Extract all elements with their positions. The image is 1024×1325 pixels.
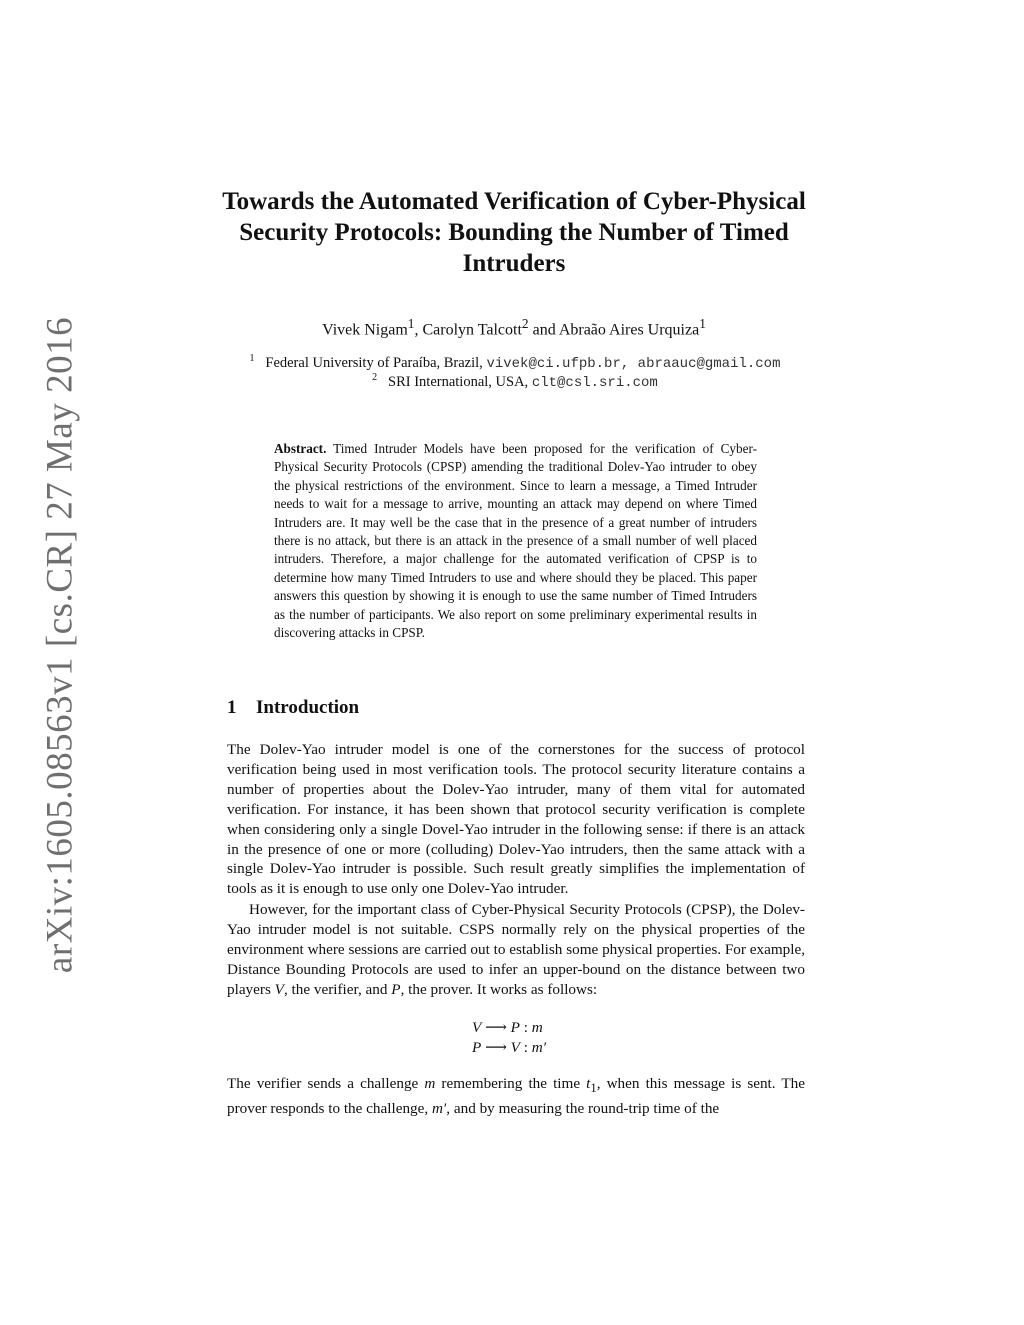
author-separator: and [528,321,559,339]
math-variable: V [274,980,284,998]
intro-paragraph-1: The Dolev-Yao intruder model is one of the cornerstones for the success of protocol verification being used in most verification tools. The protocol security literature contains a number of properties about the Dolev-Yao intruder, many of them vital for automated verification. For instance, it has been shown that protocol security verification is complete when considering only a single Dovel-Yao intruder in the following sense: if there is an attack in the presence of one or more (colluding) Dolev-Yao intruders, then the same attack with a single Dolev-Yao intruder is possible. Such result greatly simplifies the implementation of tools as it is enough to use only one Dolev-Yao intruder. [227,741,805,898]
equation-message: m′ [531,1039,547,1056]
title-line: Intruders [462,250,566,277]
affiliation-email: vivek@ci.ufpb.br, abraauc@gmail.com [486,355,781,372]
equation-receiver: P [510,1019,520,1036]
arxiv-identifier-stamp: arXiv:1605.08563v1 [cs.CR] 27 May 2016 [39,316,81,974]
intro-paragraph-2: However, for the important class of Cyber-Physical Security Protocols (CPSP), the Dolev-Yao intruder model is not suitable. CSPS normally rely on the physical properties of the environment where sessions are carried out to establish some physical properties. For example, Distance Bounding Protocols are used to infer an upper-bound on the distance between two players V, the verifier, and P, the prover. It works as follows: [227,901,805,998]
author-affiliation-mark: 1 [699,316,706,331]
author-separator: , [414,321,423,339]
title-line: Towards the Automated Verification of Cyber-Physical [222,188,806,215]
section-number: 1 [227,697,237,718]
equation-colon: : [523,1019,528,1036]
equation-arrow: ⟶ [485,1039,507,1056]
author-list [212,314,816,340]
equation-colon: : [523,1039,528,1056]
affiliation-text: Federal University of Paraíba, Brazil, [265,354,483,371]
equation-arrow: ⟶ [485,1019,507,1036]
author-name: Vivek Nigam [322,321,408,339]
equation-receiver: V [510,1039,520,1056]
math-variable: t [586,1075,591,1092]
math-variable: P [391,980,401,998]
protocol-equation [472,1038,546,1058]
affiliation-mark: 1 [249,353,255,364]
abstract [274,440,757,642]
protocol-equation [472,1018,543,1038]
math-variable: m′ [431,1099,447,1117]
equation-sender: V [472,1019,482,1036]
equation-message: m [531,1019,543,1036]
intro-paragraph-3: The verifier sends a challenge m remembering the time $t_1$, when this message is sent. The prover responds to the challenge, m′, and by measuring the round-trip time of the [227,1075,805,1117]
author-name: Carolyn Talcott [422,321,522,339]
affiliation-line [200,369,830,392]
affiliation-text: SRI International, USA, [388,373,529,390]
author-name: Abraão Aires Urquiza [558,321,700,339]
affiliation-mark: 2 [372,372,378,383]
abstract-label: Abstract. [274,441,327,456]
abstract-text: Timed Intruder Models have been proposed for the verification of Cyber-Physical Security Protocols (CPSP) amending the traditional Dolev-Yao intruder to obey the physical restrictions of the environment. Since to learn a message, a Timed Intruder needs to wait for a message to arrive, mounting an attack may depend on where Timed Intruders are. It may well be the case that in the presence of a great number of intruders there is no attack, but there is an attack in the presence of a small number of well placed intruders. Therefore, a major challenge for the automated verification of CPSP is to determine how many Timed Intruders to use and where should they be placed. This paper answers this question by showing it is enough to use the same number of Timed Intruders as the number of participants. We also report on some preliminary experimental results in discovering attacks in CPSP. [274,441,757,641]
author-affiliation-mark: 1 [407,316,415,331]
title-line: Security Protocols: Bounding the Number of Timed [239,219,789,246]
paper-title [212,186,816,279]
section-heading [227,696,359,720]
section-title: Introduction [256,697,360,718]
equation-sender: P [472,1039,482,1056]
math-variable: m [424,1075,436,1092]
author-affiliation-mark: 2 [521,316,529,331]
math-subscript: 1 [590,1081,597,1096]
affiliation-email: clt@csl.sri.com [531,374,658,391]
